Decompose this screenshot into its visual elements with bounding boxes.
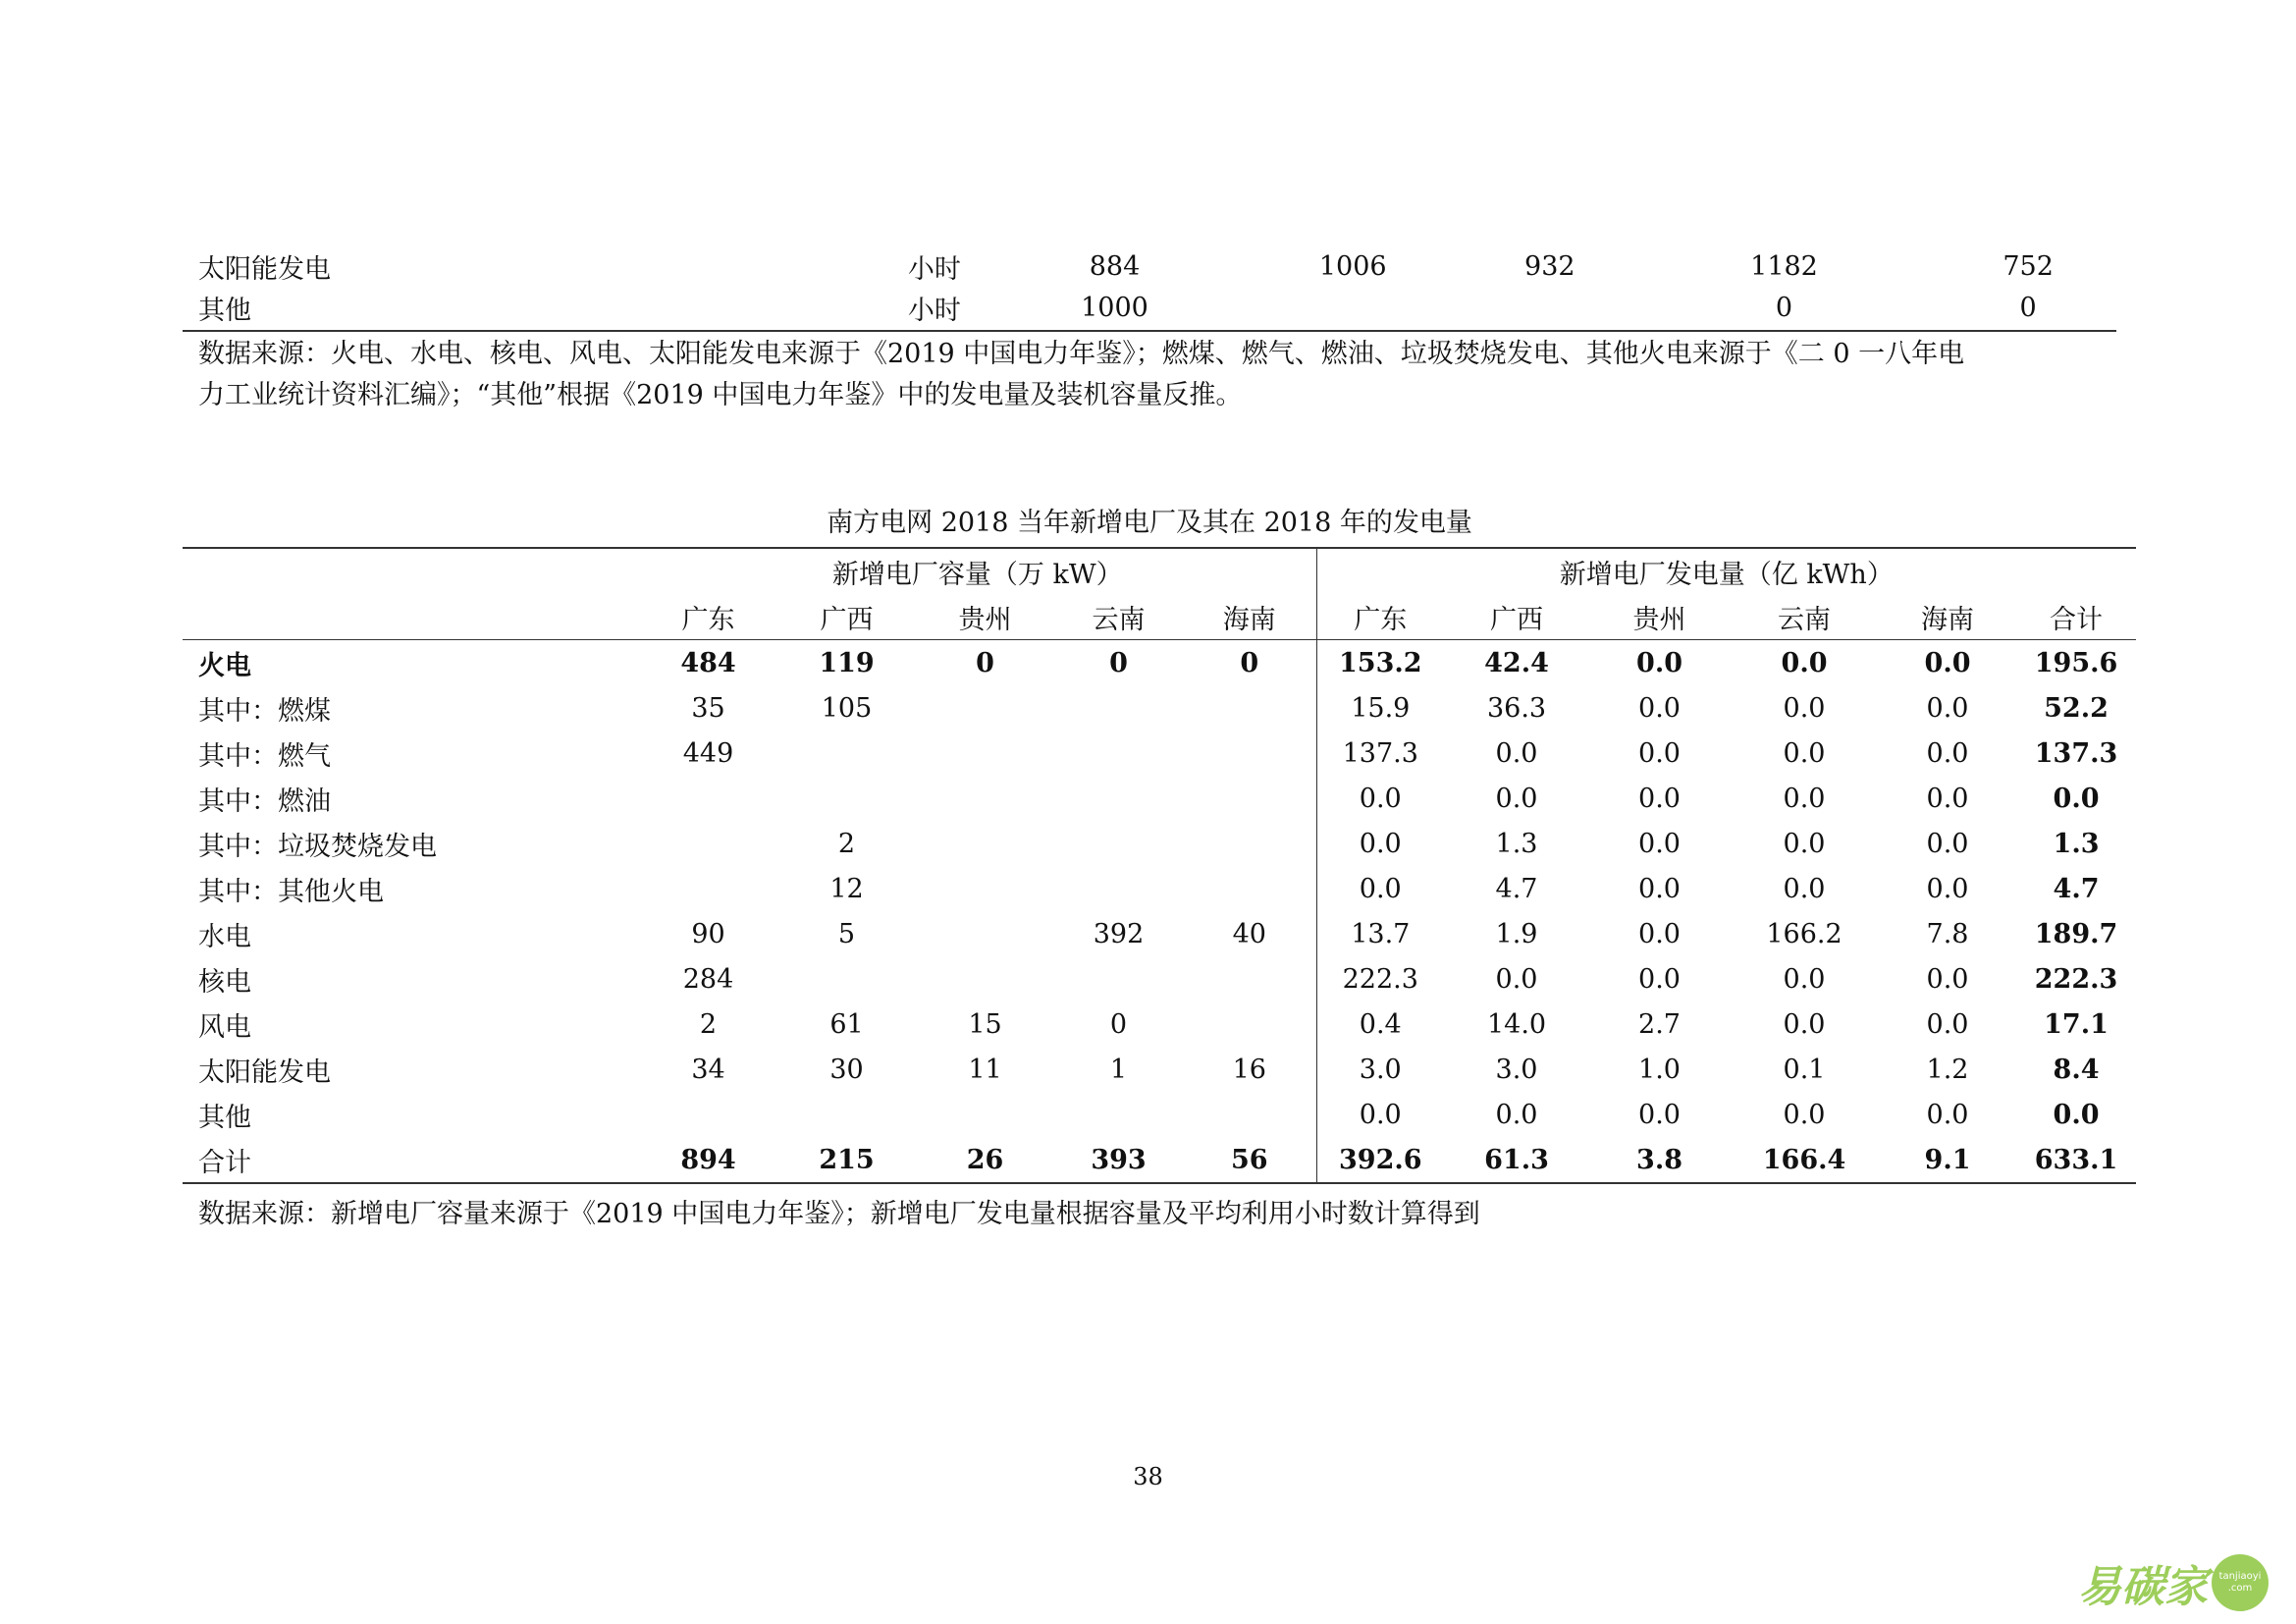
generation-column-header: 海南: [1879, 594, 2016, 640]
capacity-cell: 40: [1183, 911, 1316, 956]
capacity-cell: 90: [691, 918, 725, 949]
generation-column-header: 云南: [1730, 594, 1879, 640]
generation-cell: 0.0: [1926, 963, 1969, 995]
capacity-cell: 30: [829, 1054, 864, 1085]
row-label: 其中：燃油: [198, 785, 331, 817]
generation-cell: 17.1: [2044, 1008, 2109, 1040]
table-row: [183, 821, 2136, 866]
table-row: [183, 1001, 2136, 1047]
capacity-cell: [1183, 776, 1316, 821]
generation-cell: 4.7: [2053, 873, 2100, 904]
brand-watermark: [2078, 1551, 2269, 1614]
page-number: 38: [1133, 1463, 1163, 1490]
capacity-cell: [1054, 685, 1183, 731]
capacity-cell: [777, 1092, 916, 1137]
generation-cell: 0.0: [2053, 783, 2100, 814]
previous-table-source-note-line2: 力工业统计资料汇编》；“其他”根据《2019 中国电力年鉴》中的发电量及装机容量反推。: [198, 380, 1243, 410]
generation-cell: 1.9: [1495, 918, 1538, 949]
capacity-cell: [1183, 866, 1316, 911]
generation-cell: 0.0: [1638, 918, 1681, 949]
capacity-cell: [1183, 1001, 1316, 1047]
row-label: 水电: [198, 921, 251, 952]
row-label: 其中：垃圾焚烧发电: [198, 831, 437, 862]
row-unit: 小时: [907, 295, 961, 326]
generation-cell: 52.2: [2044, 692, 2109, 724]
generation-cell: 0.0: [1783, 692, 1826, 724]
header-blank: [183, 548, 639, 594]
capacity-cell: [777, 956, 916, 1001]
value-cell: 0: [2019, 292, 2037, 323]
capacity-column-header: 云南: [1054, 594, 1183, 640]
row-label: 火电: [198, 650, 251, 681]
generation-cell: 0.0: [1359, 783, 1402, 814]
capacity-cell: [916, 956, 1054, 1001]
capacity-cell: 34: [691, 1054, 725, 1085]
value-cell: 1000: [1081, 292, 1148, 323]
watermark-url-line1: tanjiaoyi: [2218, 1571, 2262, 1582]
generation-cell: 0.0: [1638, 1099, 1681, 1130]
generation-cell: 36.3: [1486, 692, 1547, 724]
generation-cell: 1.0: [1638, 1054, 1681, 1085]
capacity-cell: 2: [837, 828, 856, 859]
capacity-cell: [1054, 1092, 1183, 1137]
capacity-cell: [1183, 956, 1316, 1001]
generation-cell: 0.4: [1359, 1008, 1402, 1040]
generation-cell: 13.7: [1351, 918, 1411, 949]
watermark-brand-text: 易碳家: [2078, 1562, 2208, 1612]
capacity-column-header: 广东: [639, 594, 777, 640]
row-label: 核电: [198, 966, 251, 998]
generation-cell: 7.8: [1926, 918, 1969, 949]
table-row: [183, 866, 2136, 911]
previous-table: [183, 245, 2116, 328]
row-label: 其中：其他火电: [198, 876, 384, 907]
capacity-cell: [1054, 956, 1183, 1001]
generation-cell: 0.0: [1638, 737, 1681, 769]
row-unit: 小时: [907, 253, 961, 285]
generation-cell: 61.3: [1444, 1137, 1589, 1183]
generation-cell: 392.6: [1316, 1137, 1444, 1183]
generation-cell: 0.0: [1924, 647, 1971, 678]
generation-cell: 633.1: [2016, 1137, 2136, 1183]
capacity-cell: 393: [1054, 1137, 1183, 1183]
capacity-cell: [1054, 821, 1183, 866]
generation-cell: 0.1: [1783, 1054, 1826, 1085]
capacity-cell: 449: [682, 737, 734, 769]
previous-table-source-note-line1: 数据来源：火电、水电、核电、风电、太阳能发电来源于《2019 中国电力年鉴》；燃煤、燃气、燃油、垃圾焚烧发电、其他火电来源于《二 0 一八年电: [198, 339, 1965, 369]
capacity-cell: [1183, 685, 1316, 731]
capacity-cell: 26: [916, 1137, 1054, 1183]
capacity-cell: 894: [639, 1137, 777, 1183]
capacity-cell: 484: [680, 647, 736, 678]
row-label: 其他: [198, 295, 251, 326]
generation-cell: 0.0: [1495, 1099, 1538, 1130]
capacity-cell: 35: [691, 692, 725, 724]
value-cell: [1235, 287, 1471, 328]
previous-table-bottom-rule: [183, 330, 2116, 332]
generation-column-header: 广东: [1316, 594, 1444, 640]
row-label: 太阳能发电: [198, 1056, 331, 1088]
generation-cell: 0.0: [1783, 873, 1826, 904]
generation-cell: 222.3: [2034, 963, 2118, 995]
generation-cell: 15.9: [1351, 692, 1411, 724]
table-title: 南方电网 2018 当年新增电厂及其在 2018 年的发电量: [827, 508, 1472, 538]
generation-cell: 0.0: [1926, 828, 1969, 859]
generation-cell: 0.0: [1359, 873, 1402, 904]
generation-cell: 0.0: [1638, 873, 1681, 904]
generation-cell: 0.0: [1783, 828, 1826, 859]
generation-cell: 1.3: [1495, 828, 1538, 859]
capacity-column-header: 海南: [1183, 594, 1316, 640]
capacity-column-header: 贵州: [916, 594, 1054, 640]
generation-cell: 0.0: [1638, 828, 1681, 859]
group-header-row: [183, 548, 2136, 594]
generation-cell: 137.3: [2034, 737, 2118, 769]
table-source-note: 数据来源：新增电厂容量来源于《2019 中国电力年鉴》；新增电厂发电量根据容量及平均利用小时数计算得到: [198, 1199, 1480, 1229]
capacity-cell: [916, 1092, 1054, 1137]
capacity-cell: [916, 731, 1054, 776]
generation-cell: 14.0: [1486, 1008, 1547, 1040]
generation-cell: 42.4: [1484, 647, 1549, 678]
capacity-cell: 2: [699, 1008, 718, 1040]
row-label: 其他: [198, 1102, 251, 1133]
generation-cell: 0.0: [1926, 1099, 1969, 1130]
generation-cell: 137.3: [1342, 737, 1418, 769]
capacity-cell: [1054, 866, 1183, 911]
value-cell: [1471, 287, 1629, 328]
previous-table-row: [183, 287, 2116, 328]
generation-cell: 0.0: [1495, 737, 1538, 769]
value-cell: 0: [1775, 292, 1793, 323]
generation-cell: 0.0: [1783, 1008, 1826, 1040]
capacity-cell: 12: [829, 873, 864, 904]
capacity-cell: 15: [968, 1008, 1002, 1040]
capacity-cell: 0: [1109, 1008, 1128, 1040]
value-cell: 752: [2002, 250, 2054, 282]
watermark-url-line2: .com: [2227, 1583, 2253, 1594]
generation-cell: 0.0: [1359, 1099, 1402, 1130]
capacity-cell: [639, 866, 777, 911]
generation-cell: 222.3: [1342, 963, 1418, 995]
generation-cell: 1.3: [2053, 828, 2100, 859]
watermark-url-badge: [2212, 1554, 2269, 1611]
capacity-group-header: 新增电厂容量（万 kW）: [639, 548, 1316, 594]
generation-cell: 153.2: [1339, 647, 1422, 678]
generation-cell: 0.0: [1783, 963, 1826, 995]
capacity-cell: [1054, 731, 1183, 776]
generation-cell: 0.0: [2053, 1099, 2100, 1130]
value-cell: 884: [1089, 250, 1141, 282]
generation-cell: 0.0: [1359, 828, 1402, 859]
table-row: [183, 956, 2136, 1001]
generation-cell: 0.0: [1638, 963, 1681, 995]
generation-cell: 0.0: [1926, 1008, 1969, 1040]
table-row: [183, 911, 2136, 956]
table-row: [183, 731, 2136, 776]
row-label: 其中：燃煤: [198, 695, 331, 727]
row-label: 合计: [183, 1137, 639, 1183]
generation-cell: 4.7: [1495, 873, 1538, 904]
generation-cell: 0.0: [1781, 647, 1828, 678]
capacity-cell: [1183, 821, 1316, 866]
generation-cell: 166.2: [1766, 918, 1842, 949]
generation-cell: 0.0: [1638, 783, 1681, 814]
generation-cell: 8.4: [2053, 1054, 2100, 1085]
capacity-cell: [1183, 731, 1316, 776]
capacity-cell: [1054, 776, 1183, 821]
new-plants-table: [183, 547, 2136, 1184]
capacity-cell: 284: [682, 963, 734, 995]
capacity-cell: 105: [821, 692, 873, 724]
table-row: [183, 1137, 2136, 1183]
capacity-cell: [639, 821, 777, 866]
capacity-cell: 11: [968, 1054, 1002, 1085]
value-cell: 1182: [1750, 250, 1818, 282]
capacity-cell: 16: [1183, 1047, 1316, 1092]
generation-cell: 0.0: [1638, 692, 1681, 724]
column-header-row: [183, 594, 2136, 640]
capacity-cell: [916, 911, 1054, 956]
capacity-cell: 215: [777, 1137, 916, 1183]
capacity-cell: [639, 1092, 777, 1137]
row-label: 太阳能发电: [198, 253, 331, 285]
table-row: [183, 640, 2136, 686]
capacity-cell: 0: [976, 647, 994, 678]
capacity-cell: [639, 776, 777, 821]
generation-cell: 0.0: [1495, 783, 1538, 814]
row-label: 风电: [198, 1011, 251, 1043]
generation-cell: 0.0: [1926, 783, 1969, 814]
capacity-cell: [916, 776, 1054, 821]
generation-cell: 195.6: [2034, 647, 2118, 678]
generation-cell: 2.7: [1638, 1008, 1681, 1040]
generation-group-header: 新增电厂发电量（亿 kWh）: [1316, 548, 2136, 594]
generation-cell: 166.4: [1730, 1137, 1879, 1183]
capacity-cell: [916, 866, 1054, 911]
generation-cell: 0.0: [1926, 692, 1969, 724]
value-cell: 1006: [1318, 250, 1387, 282]
generation-cell: 189.7: [2034, 918, 2118, 949]
header-blank: [183, 594, 639, 640]
generation-cell: 0.0: [1495, 963, 1538, 995]
generation-cell: 0.0: [1783, 737, 1826, 769]
generation-column-header: 合计: [2016, 594, 2136, 640]
capacity-cell: [777, 731, 916, 776]
capacity-cell: 61: [829, 1008, 864, 1040]
capacity-cell: 56: [1183, 1137, 1316, 1183]
generation-cell: 9.1: [1879, 1137, 2016, 1183]
table-row: [183, 685, 2136, 731]
generation-column-header: 贵州: [1589, 594, 1730, 640]
capacity-cell: 392: [1093, 918, 1145, 949]
capacity-cell: [916, 821, 1054, 866]
generation-column-header: 广西: [1444, 594, 1589, 640]
table-row: [183, 1092, 2136, 1137]
capacity-cell: [1183, 1092, 1316, 1137]
capacity-cell: [916, 685, 1054, 731]
generation-cell: 0.0: [1926, 737, 1969, 769]
value-cell: 932: [1524, 250, 1575, 282]
capacity-cell: 0: [1183, 640, 1316, 686]
row-label: 其中：燃气: [198, 740, 331, 772]
generation-cell: 0.0: [1783, 1099, 1826, 1130]
table-row: [183, 1047, 2136, 1092]
generation-cell: 0.0: [1636, 647, 1683, 678]
capacity-cell: 1: [1109, 1054, 1128, 1085]
generation-cell: 0.0: [1926, 873, 1969, 904]
generation-cell: 1.2: [1926, 1054, 1969, 1085]
generation-cell: 3.0: [1359, 1054, 1402, 1085]
capacity-cell: 119: [819, 647, 875, 678]
generation-cell: 0.0: [1783, 783, 1826, 814]
capacity-cell: [777, 776, 916, 821]
generation-cell: 3.8: [1589, 1137, 1730, 1183]
table-row: [183, 776, 2136, 821]
generation-cell: 3.0: [1495, 1054, 1538, 1085]
previous-table-row: [183, 245, 2116, 287]
capacity-cell: 5: [837, 918, 856, 949]
capacity-cell: 0: [1109, 647, 1128, 678]
capacity-column-header: 广西: [777, 594, 916, 640]
